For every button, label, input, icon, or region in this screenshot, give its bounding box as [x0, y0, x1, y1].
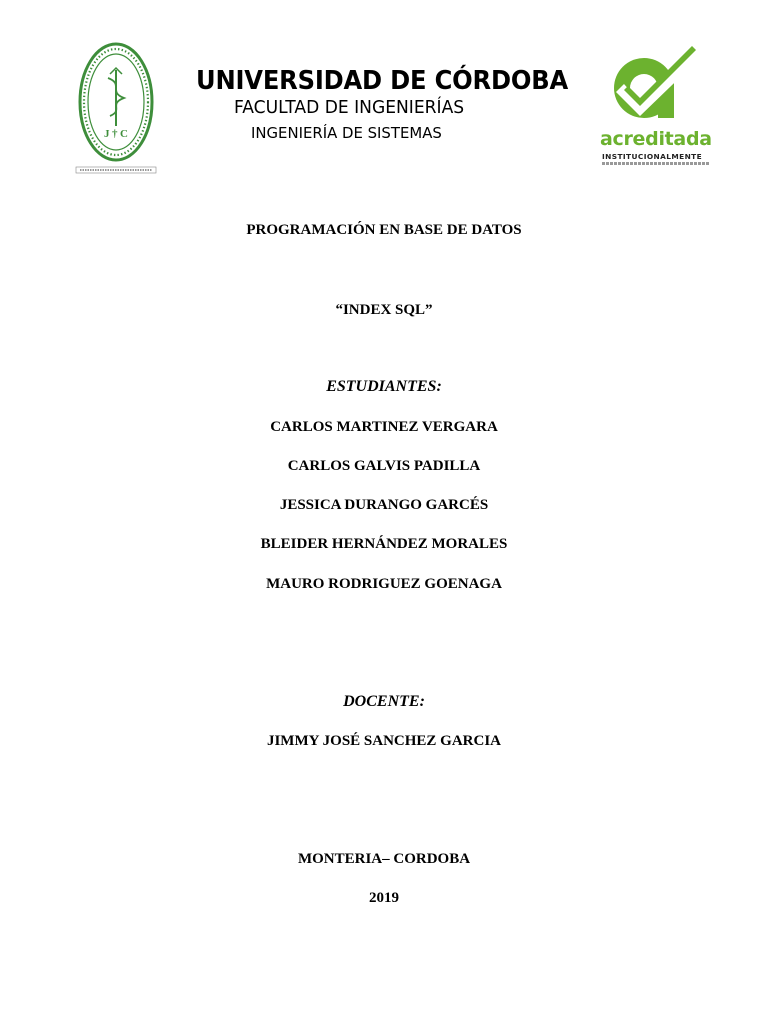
city: MONTERIA– CORDOBA [297, 851, 471, 867]
university-name: UNIVERSIDAD DE CÓRDOBA [196, 66, 569, 96]
checkmark-icon [596, 44, 708, 128]
student-name: BLEIDER HERNÁNDEZ MORALES [260, 536, 508, 552]
svg-text:†: † [112, 128, 118, 140]
svg-text:J: J [104, 128, 110, 140]
teacher-heading: DOCENTE: [343, 693, 425, 710]
accreditation-word: acreditada [600, 128, 712, 150]
student-name: CARLOS MARTINEZ VERGARA [270, 419, 498, 435]
university-seal-logo [66, 40, 166, 178]
teacher-name: JIMMY JOSÉ SANCHEZ GARCIA [266, 733, 502, 749]
faculty-name: FACULTAD DE INGENIERÍAS [234, 97, 465, 118]
course-name: PROGRAMACIÓN EN BASE DE DATOS [246, 222, 522, 238]
svg-text:C: C [120, 128, 128, 140]
accreditation-logo [596, 44, 712, 170]
program-name: INGENIERÍA DE SISTEMAS [251, 124, 442, 142]
accreditation-fine-print [602, 162, 710, 165]
students-heading: ESTUDIANTES: [326, 378, 442, 395]
year: 2019 [369, 890, 399, 906]
student-name: JESSICA DURANGO GARCÉS [279, 497, 489, 513]
student-name: MAURO RODRIGUEZ GOENAGA [266, 576, 502, 592]
student-name: CARLOS GALVIS PADILLA [287, 458, 481, 474]
accreditation-subtitle: INSTITUCIONALMENTE [602, 152, 703, 161]
document-title: “INDEX SQL” [335, 302, 433, 318]
